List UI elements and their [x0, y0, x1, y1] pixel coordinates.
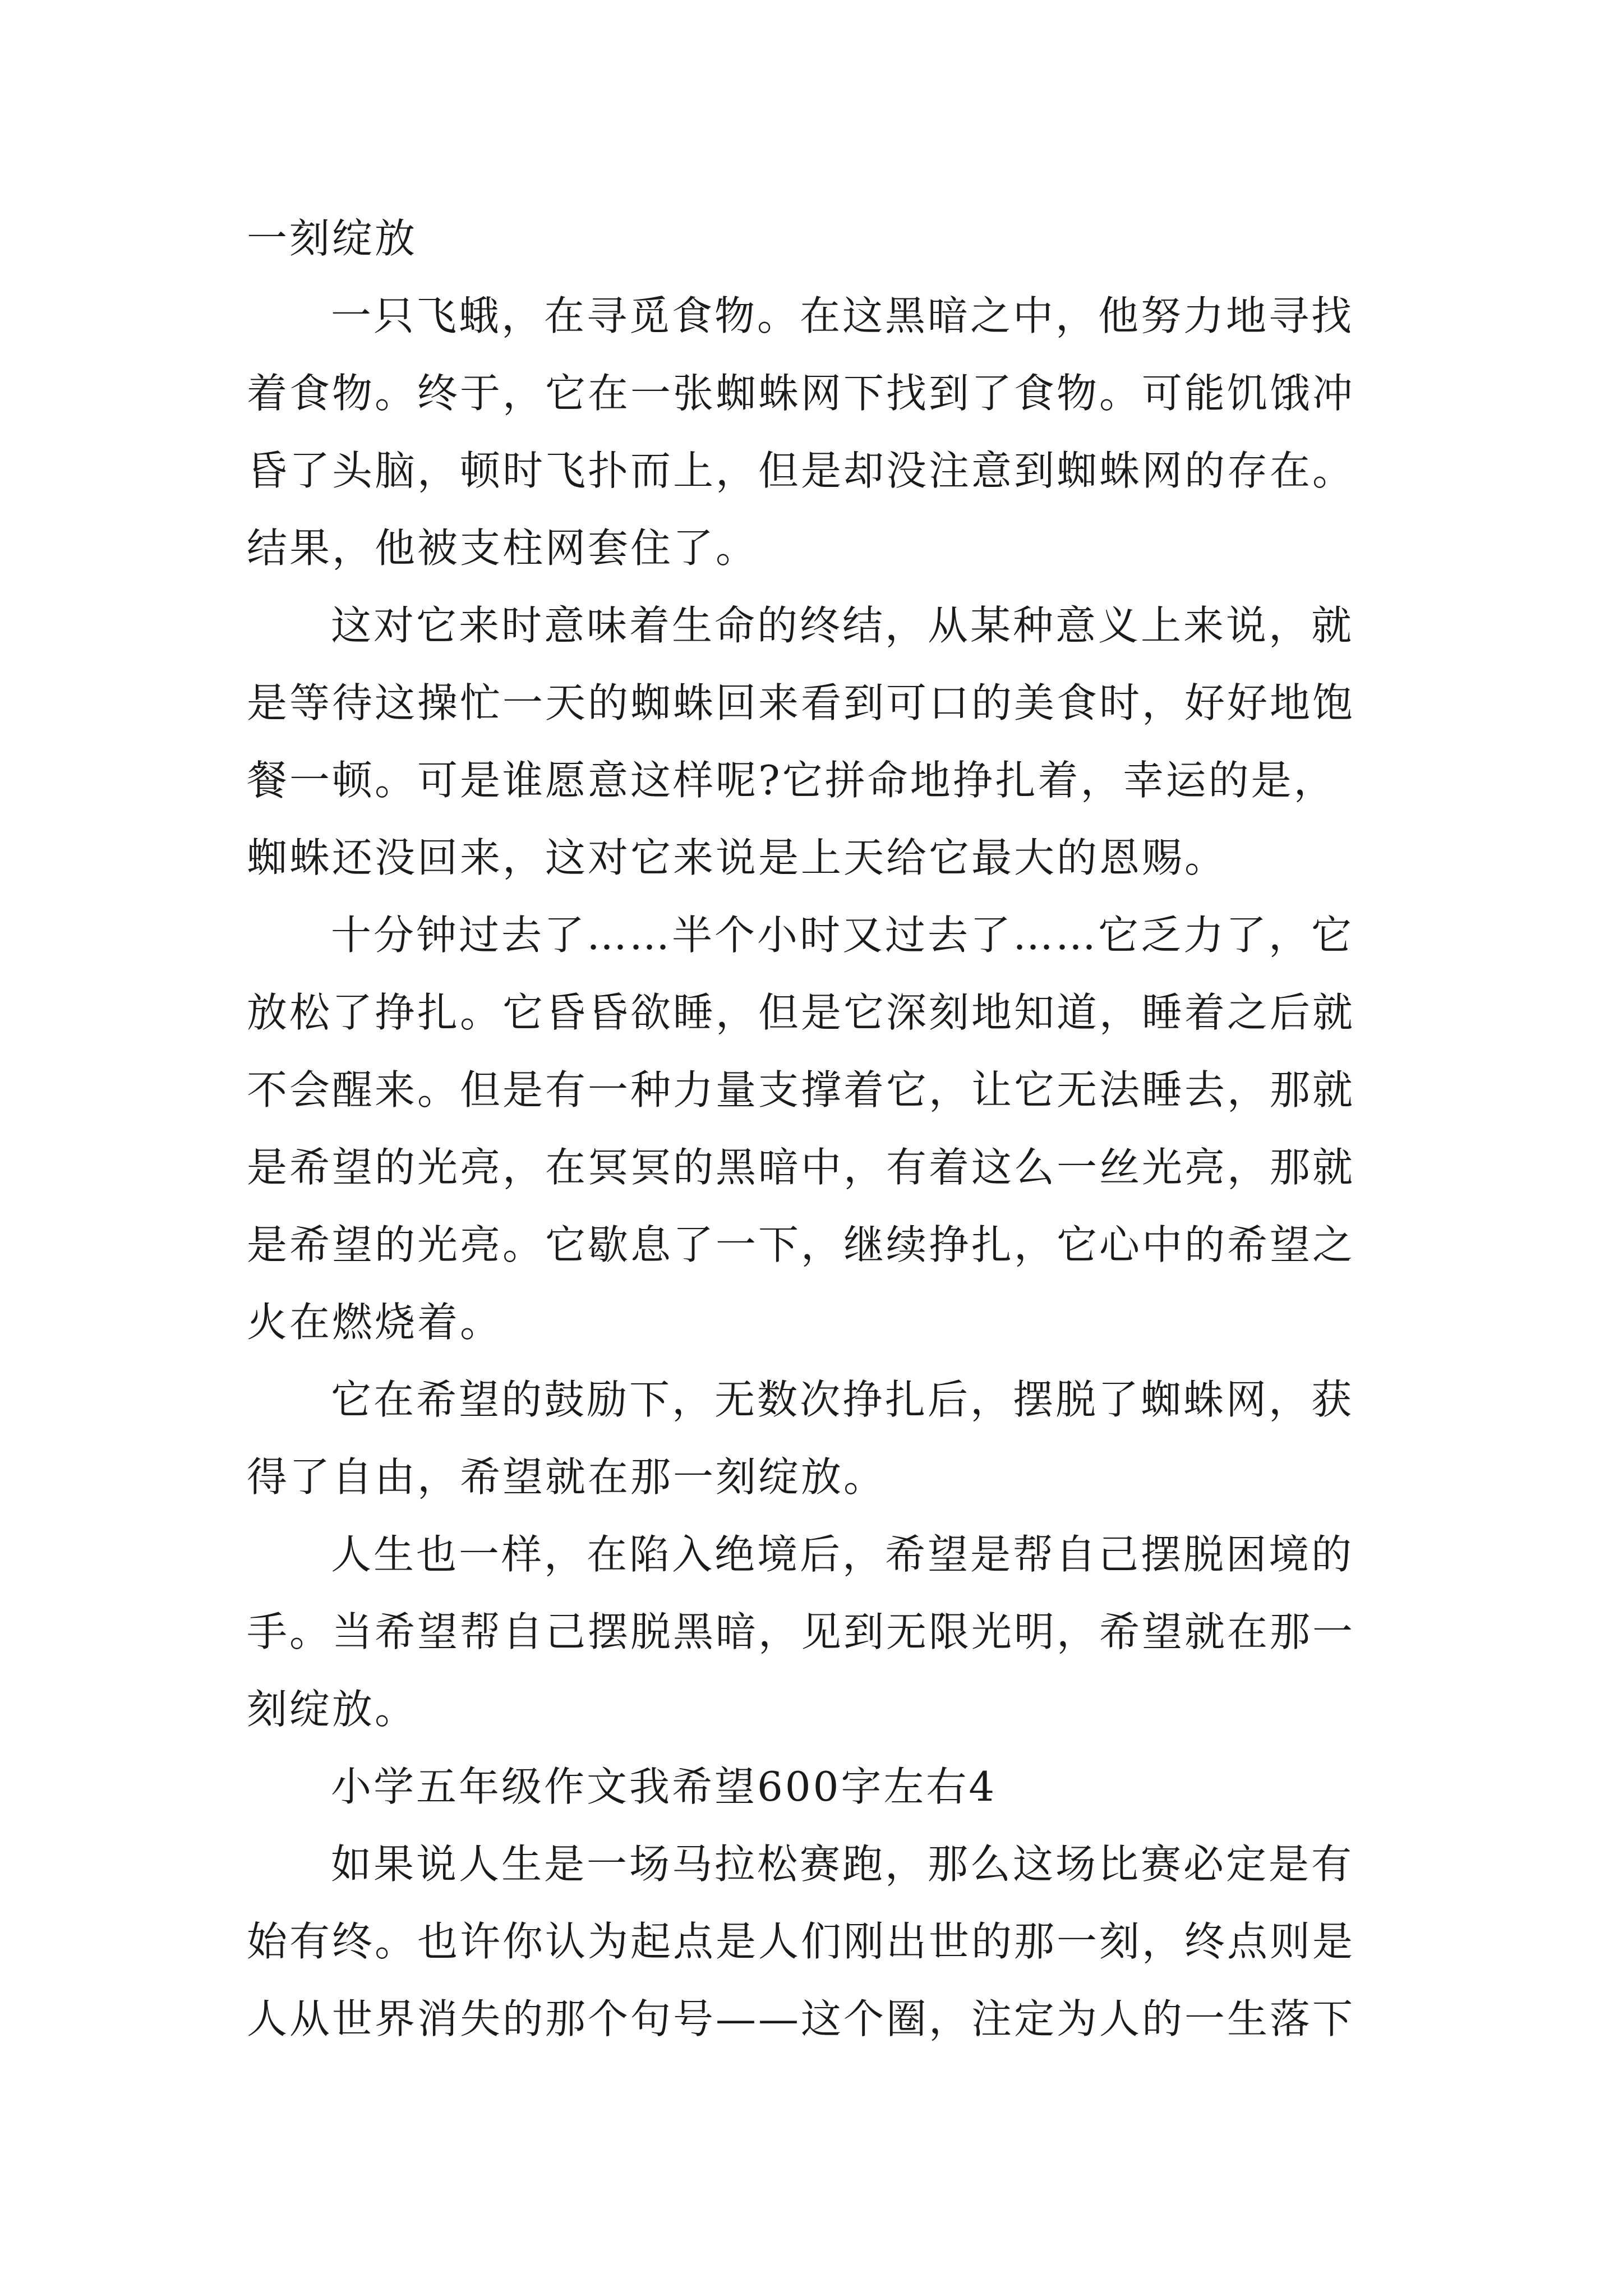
text-line: 这对它来时意味着生命的终结，从某种意义上来说，就 — [331, 602, 1354, 649]
text-line: 刻绽放。 — [247, 1686, 418, 1733]
text-line: 餐一顿。可是谁愿意这样呢?它拼命地挣扎着，幸运的是， — [247, 757, 1336, 804]
text-line: 人从世界消失的那个句号——这个圈，注定为人的一生落下 — [247, 1995, 1355, 2042]
text-line: 始有终。也许你认为起点是人们刚出世的那一刻，终点则是 — [247, 1918, 1355, 1965]
text-line: 放松了挣扎。它昏昏欲睡，但是它深刻地知道，睡着之后就 — [247, 989, 1355, 1036]
text-line: 是希望的光亮。它歇息了一下，继续挣扎，它心中的希望之 — [247, 1221, 1355, 1268]
text-line: 不会醒来。但是有一种力量支撑着它，让它无法睡去，那就 — [247, 1066, 1355, 1114]
text-line: 蜘蛛还没回来，这对它来说是上天给它最大的恩赐。 — [247, 834, 1228, 881]
text-line: 人生也一样，在陷入绝境后，希望是帮自己摆脱困境的 — [331, 1531, 1354, 1578]
text-line: 结果，他被支柱网套住了。 — [247, 524, 759, 572]
text-line: 小学五年级作文我希望600字左右4 — [331, 1763, 997, 1810]
text-line: 一只飞蛾，在寻觅食物。在这黑暗之中，他努力地寻找 — [331, 292, 1354, 339]
text-line: 是希望的光亮，在冥冥的黑暗中，有着这么一丝光亮，那就 — [247, 1144, 1355, 1191]
text-line: 十分钟过去了……半个小时又过去了……它乏力了，它 — [331, 912, 1354, 959]
text-line: 昏了头脑，顿时飞扑而上，但是却没注意到蜘蛛网的存在。 — [247, 447, 1355, 494]
section-title: 一刻绽放 — [247, 215, 418, 262]
text-line: 火在燃烧着。 — [247, 1299, 503, 1346]
text-line: 手。当希望帮自己摆脱黑暗，见到无限光明，希望就在那一 — [247, 1608, 1355, 1655]
text-line: 如果说人生是一场马拉松赛跑，那么这场比赛必定是有 — [331, 1841, 1354, 1888]
text-line: 它在希望的鼓励下，无数次挣扎后，摆脱了蜘蛛网，获 — [331, 1376, 1354, 1423]
text-line: 是等待这操忙一天的蜘蛛回来看到可口的美食时，好好地饱 — [247, 679, 1355, 726]
text-line: 得了自由，希望就在那一刻绽放。 — [247, 1453, 887, 1501]
text-line: 着食物。终于，它在一张蜘蛛网下找到了食物。可能饥饿冲 — [247, 370, 1355, 417]
